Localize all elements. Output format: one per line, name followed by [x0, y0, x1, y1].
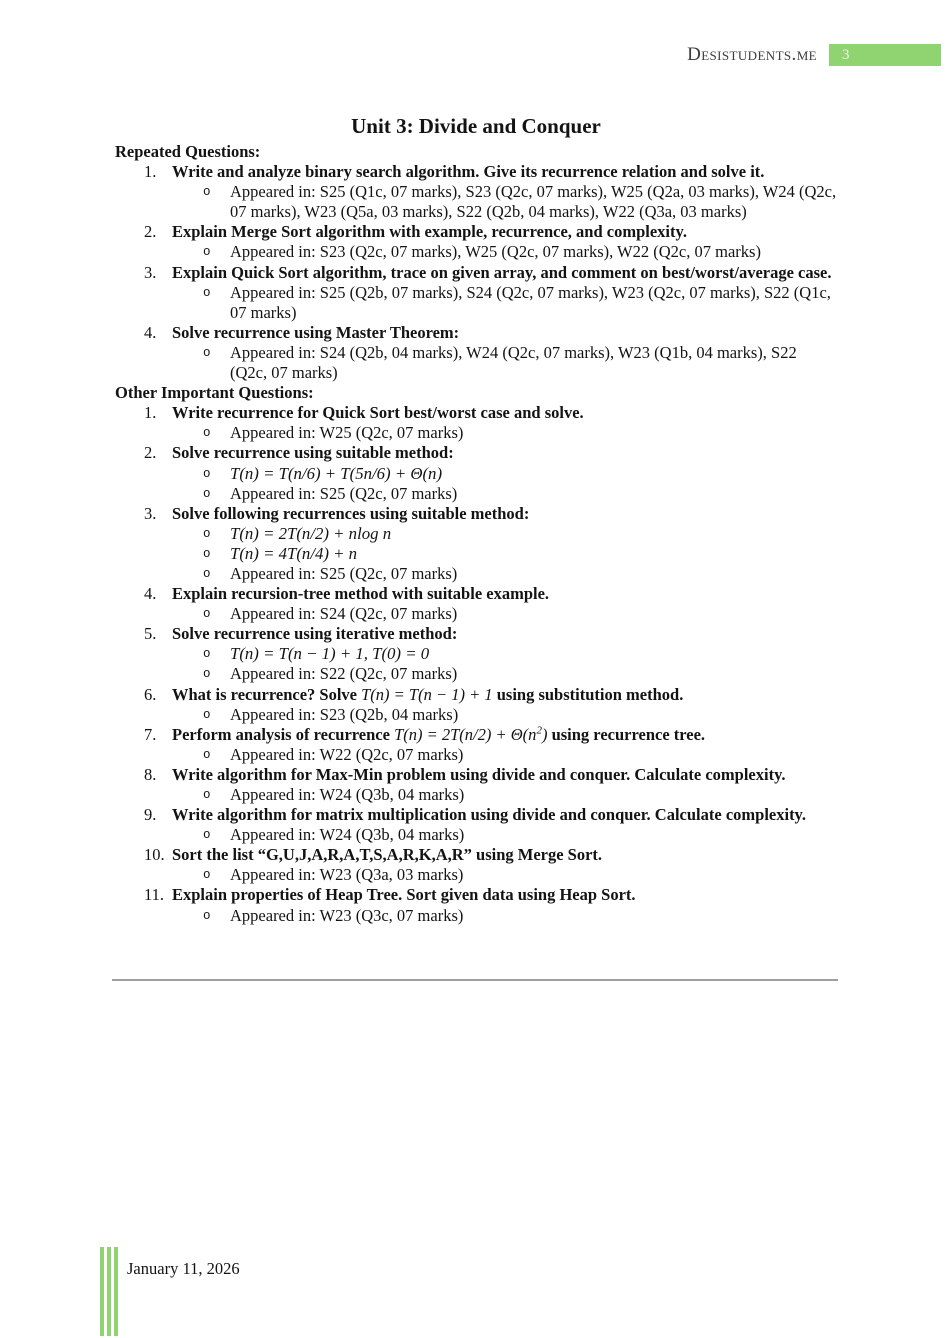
question-number: 3. [144, 262, 157, 282]
appeared-in-line [115, 664, 837, 684]
equation-line [115, 524, 837, 544]
detail-text: T(n) = 2T(n/2) + nlog n [230, 523, 392, 543]
circle-bullet-marker: o [203, 466, 211, 481]
circle-bullet-marker: o [203, 828, 211, 843]
question-number: 1. [144, 162, 157, 182]
detail-text: Appeared in: S24 (Q2c, 07 marks) [230, 604, 458, 624]
question-text-segment: using recurrence tree. [547, 724, 706, 744]
circle-bullet-marker: o [203, 788, 211, 802]
question-number: 2. [144, 443, 157, 463]
detail-text: Appeared in: S23 (Q2b, 04 marks) [230, 704, 459, 724]
question-number: 4. [144, 584, 157, 604]
detail-text: Appeared in: W24 (Q3b, 04 marks) [230, 825, 465, 845]
detail-text: Appeared in: S25 (Q2c, 07 marks) [230, 483, 458, 503]
detail-text: Appeared in: S24 (Q2b, 04 marks), W24 (Q2c, 07 marks), W23 (Q1b, 04 marks), S22 (Q2c, 07 marks) [230, 342, 797, 383]
appeared-in-line [115, 484, 837, 504]
question-text-segment: ) [541, 724, 548, 744]
circle-bullet-marker: o [203, 747, 211, 762]
circle-bullet-marker: o [203, 566, 211, 581]
question-text [172, 403, 837, 423]
site-name: Desistudents.me [687, 44, 817, 65]
question-text-segment: Write algorithm for Max-Min problem using divide and conquer. Calculate complexity. [172, 764, 786, 784]
footer-accent-bars [100, 1247, 118, 1336]
question-text-segment: Sort the list “G,U,J,A,R,A,T,S,A,R,K,A,R” using Merge Sort. [172, 845, 603, 865]
appeared-in-line [115, 423, 837, 443]
question-item [115, 403, 837, 423]
appeared-in-line [115, 283, 837, 323]
question-text-segment: T(n) = 2T(n/2) + Θ(n [394, 724, 537, 744]
question-number: 9. [144, 805, 157, 825]
question-number: 1. [144, 403, 157, 423]
question-text-segment: Explain Merge Sort algorithm with example, recurrence, and complexity. [172, 222, 687, 242]
appeared-in-line [115, 604, 837, 624]
appeared-in-line [115, 182, 837, 222]
question-item [115, 323, 837, 343]
question-text-segment: Solve following recurrences using suitable method: [172, 503, 530, 523]
appeared-in-line [115, 343, 837, 383]
detail-text: Appeared in: W24 (Q3b, 04 marks) [230, 785, 465, 804]
question-text [172, 162, 837, 182]
question-text-segment: 2 [536, 724, 542, 737]
appeared-in-line [115, 785, 837, 805]
appeared-in-line [115, 705, 837, 725]
question-text [172, 443, 837, 463]
appeared-in-line [115, 906, 837, 926]
question-text-segment: Write recurrence for Quick Sort best/worst case and solve. [172, 403, 584, 423]
question-item [115, 162, 837, 182]
circle-bullet-marker: o [203, 707, 211, 722]
footer-divider [112, 979, 838, 981]
page-title: Unit 3: Divide and Conquer [351, 114, 601, 138]
circle-bullet-marker: o [203, 285, 211, 300]
page-header [687, 44, 941, 66]
equation-line [115, 464, 837, 484]
question-text [172, 504, 837, 524]
detail-text: Appeared in: S25 (Q2c, 07 marks) [230, 563, 458, 583]
circle-bullet-marker: o [203, 647, 211, 662]
question-number: 6. [144, 684, 157, 704]
detail-text: Appeared in: S22 (Q2c, 07 marks) [230, 664, 458, 684]
appeared-in-line [115, 865, 837, 885]
question-text-segment: Explain properties of Heap Tree. Sort given data using Heap Sort. [172, 885, 636, 905]
question-item [115, 624, 837, 644]
document-body [115, 112, 837, 926]
question-text-segment: What is recurrence? Solve [172, 684, 362, 704]
question-text [172, 222, 837, 242]
circle-bullet-marker: o [203, 908, 211, 923]
question-text [172, 845, 837, 865]
circle-bullet-marker: o [203, 607, 211, 622]
question-number: 8. [144, 764, 157, 784]
detail-text: Appeared in: S25 (Q2b, 07 marks), S24 (Q2c, 07 marks), W23 (Q2c, 07 marks), S22 (Q1c, 07 marks) [230, 282, 831, 322]
page-number: 3 [842, 46, 850, 63]
question-number: 11. [144, 885, 165, 905]
circle-bullet-marker: o [203, 486, 211, 501]
question-text-segment: Solve recurrence using iterative method: [172, 624, 458, 644]
question-item [115, 263, 837, 283]
detail-text: Appeared in: W23 (Q3c, 07 marks) [230, 905, 464, 925]
question-text-segment: Write algorithm for matrix multiplication using divide and conquer. Calculate complexity. [172, 805, 807, 825]
page-number-badge [829, 44, 941, 66]
circle-bullet-marker: o [203, 667, 211, 682]
question-item [115, 685, 837, 705]
detail-text: Appeared in: W23 (Q3a, 03 marks) [230, 865, 464, 885]
question-text [172, 323, 837, 343]
circle-bullet-marker: o [203, 245, 211, 260]
question-text [172, 584, 837, 604]
question-text [172, 765, 837, 785]
footer-date: January 11, 2026 [127, 1259, 240, 1278]
question-text-segment: T(n) = T(n − 1) + 1 [361, 684, 493, 704]
question-item [115, 222, 837, 242]
equation-line [115, 644, 837, 664]
section-heading: Repeated Questions: [115, 142, 261, 161]
question-text-segment: Solve recurrence using Master Theorem: [172, 322, 460, 342]
detail-text: T(n) = T(n/6) + T(5n/6) + Θ(n) [230, 463, 443, 483]
circle-bullet-marker: o [203, 345, 211, 360]
circle-bullet-marker: o [203, 426, 211, 441]
question-item [115, 504, 837, 524]
detail-text: Appeared in: S23 (Q2c, 07 marks), W25 (Q2c, 07 marks), W22 (Q2c, 07 marks) [230, 242, 761, 262]
question-text-segment: Explain Quick Sort algorithm, trace on given array, and comment on best/worst/average case. [172, 262, 832, 282]
question-number: 7. [144, 724, 157, 744]
question-text-segment: Write and analyze binary search algorithm. Give its recurrence relation and solve it. [172, 162, 765, 182]
appeared-in-line [115, 825, 837, 845]
question-item [115, 845, 837, 865]
question-number: 4. [144, 322, 157, 342]
question-text-segment: Perform analysis of recurrence [172, 724, 395, 744]
detail-text: Appeared in: W22 (Q2c, 07 marks) [230, 744, 464, 764]
detail-text: T(n) = 4T(n/4) + n [230, 543, 358, 563]
question-text [172, 263, 837, 283]
question-text [172, 805, 837, 825]
question-item [115, 725, 837, 745]
appeared-in-line [115, 242, 837, 262]
appeared-in-line [115, 745, 837, 765]
detail-text: Appeared in: S25 (Q1c, 07 marks), S23 (Q2c, 07 marks), W25 (Q2a, 03 marks), W24 (Q2c, 07 marks), W23 (Q5a, 03 marks), S22 (Q2b, 04 marks), W22 (Q3a, 03 marks) [230, 182, 837, 222]
question-item [115, 584, 837, 604]
question-text [172, 624, 837, 644]
circle-bullet-marker: o [203, 868, 211, 883]
question-text [172, 885, 837, 905]
question-text [172, 685, 837, 705]
question-number: 10. [144, 845, 165, 865]
question-text-segment: Solve recurrence using suitable method: [172, 443, 454, 463]
question-item [115, 805, 837, 825]
section-heading: Other Important Questions: [115, 383, 314, 403]
detail-text: Appeared in: W25 (Q2c, 07 marks) [230, 423, 464, 443]
circle-bullet-marker: o [203, 185, 211, 200]
question-number: 2. [144, 222, 157, 242]
question-text [172, 725, 837, 745]
question-number: 5. [144, 624, 157, 644]
detail-text: T(n) = T(n − 1) + 1, T(0) = 0 [230, 644, 430, 664]
equation-line [115, 544, 837, 564]
question-text-segment: using substitution method. [492, 684, 684, 704]
question-item [115, 443, 837, 463]
questions-content [115, 142, 837, 926]
appeared-in-line [115, 564, 837, 584]
question-item [115, 885, 837, 905]
question-item [115, 765, 837, 785]
circle-bullet-marker: o [203, 546, 211, 561]
question-text-segment: Explain recursion-tree method with suitable example. [172, 584, 550, 604]
question-number: 3. [144, 503, 157, 523]
circle-bullet-marker: o [203, 526, 211, 541]
